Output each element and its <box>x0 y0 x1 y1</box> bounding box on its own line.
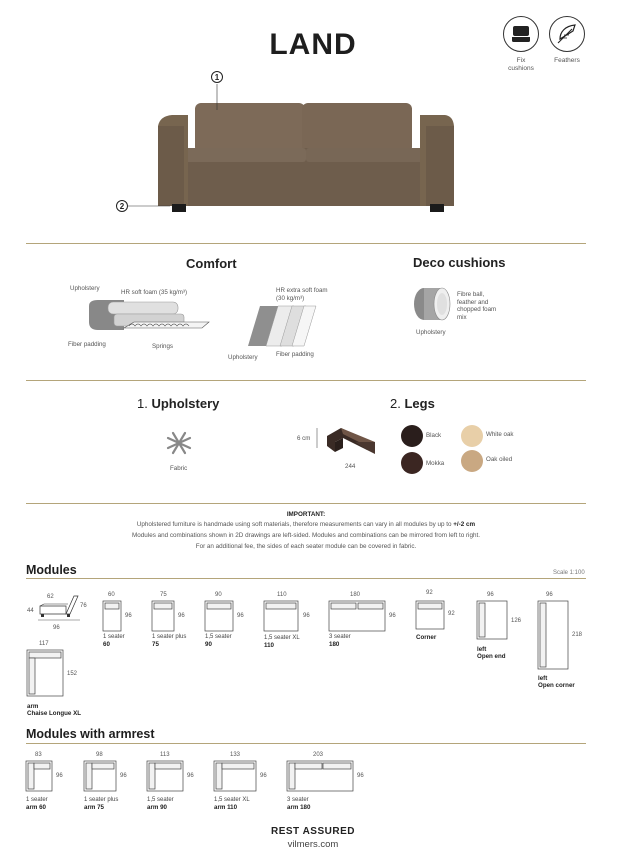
module-code: arm 90 <box>147 804 167 811</box>
arm-3-top: 113 <box>160 752 170 758</box>
module-code: Open end <box>477 653 506 660</box>
module-code: 180 <box>329 641 340 648</box>
module-1-side: 96 <box>125 613 132 619</box>
upholstery-title <box>137 396 219 411</box>
label-fiber-padding: Fiber padding <box>68 341 106 348</box>
footer-url-link[interactable]: vilmers.com <box>287 839 339 850</box>
important-title: IMPORTANT: <box>286 511 326 518</box>
label-deco-upholstery: Upholstery <box>416 329 446 336</box>
module-6-side: 92 <box>448 611 455 617</box>
module-name: left <box>538 675 548 682</box>
section-title-text: Upholstery <box>151 396 220 411</box>
module-9-side: 152 <box>67 671 78 677</box>
badge-line: cushions <box>508 65 534 72</box>
important-line-2: Modules and combinations shown in 2D drawings are left-sided. Modules and combinations can be mirrored from left to right. <box>132 532 480 539</box>
label-hr-soft-foam: HR soft foam (35 kg/m³) <box>121 289 188 296</box>
label-fiber-padding-2: Fiber padding <box>276 351 314 358</box>
leg-image <box>315 422 381 460</box>
module-3-top: 90 <box>215 592 222 598</box>
module-5-side: 96 <box>389 613 396 619</box>
important-tolerance: +/-2 cm <box>453 521 476 528</box>
module-2-side: 96 <box>178 613 185 619</box>
module-name: 1 seater <box>103 634 125 640</box>
module-6-top: 92 <box>426 590 433 596</box>
leg-code-label: 244 <box>345 463 356 470</box>
arm-1-side: 96 <box>56 773 63 779</box>
module-8-top: 96 <box>546 592 553 598</box>
divider <box>26 743 586 744</box>
product-title: LAND <box>269 28 357 61</box>
label-line: (30 kg/m³) <box>276 294 305 302</box>
module-name: 1,5 seater <box>147 797 174 803</box>
arm-5-top: 203 <box>313 752 324 758</box>
badge-line: Fix <box>516 57 526 64</box>
sofa-image <box>100 70 470 220</box>
module-4-side: 96 <box>303 613 310 619</box>
divider <box>26 243 586 244</box>
module-name: 1 seater plus <box>152 634 187 640</box>
seat-cross-section-image <box>84 296 214 340</box>
module-code: arm 75 <box>84 804 104 811</box>
arm-5-side: 96 <box>357 773 364 779</box>
arm-3-label <box>147 797 174 811</box>
cushion-icon <box>510 24 532 44</box>
profile-seat-height: 44 <box>27 608 34 614</box>
comfort-title: Comfort <box>186 256 237 271</box>
deco-cushions-title: Deco cushions <box>413 255 506 270</box>
module-code: 75 <box>152 641 159 648</box>
module-name: 1 seater plus <box>84 797 119 803</box>
arm-4-label <box>214 797 250 811</box>
section-title-text: Legs <box>404 396 435 411</box>
section-number: 1. <box>137 396 148 411</box>
module-4-top: 110 <box>277 592 287 598</box>
module-code: 110 <box>264 642 274 649</box>
armrest-drawings <box>0 755 626 800</box>
arm-1-label <box>26 797 48 811</box>
module-name: 1,5 seater XL <box>264 635 300 641</box>
finish-black-label: Black <box>426 432 442 439</box>
footer-brand: REST ASSURED <box>271 826 355 837</box>
arm-3-side: 96 <box>187 773 194 779</box>
label-line: chopped foam <box>457 306 497 313</box>
profile-width: 96 <box>53 625 60 631</box>
label-upholstery: Upholstery <box>70 285 100 292</box>
divider <box>26 380 586 381</box>
module-code: Open corner <box>538 682 575 689</box>
legs-title <box>390 396 435 411</box>
important-line-3: For an additional fee, the sides of each seater module can be covered in fabric. <box>195 543 417 550</box>
module-name: 1,5 seater <box>205 634 232 640</box>
module-code: 60 <box>103 641 110 648</box>
module-7-label <box>477 646 506 660</box>
module-3-side: 96 <box>237 613 244 619</box>
section-number: 2. <box>390 396 401 411</box>
label-line: Fibre ball, <box>457 291 485 298</box>
arm-4-top: 133 <box>230 752 241 758</box>
arm-2-side: 96 <box>120 773 127 779</box>
finish-white-oak-label: White oak <box>486 431 514 438</box>
finish-mokka-label: Mokka <box>426 460 445 467</box>
arm-1-top: 83 <box>35 752 42 758</box>
back-cross-section-image <box>244 302 324 352</box>
modules-title: Modules <box>26 563 77 577</box>
fix-cushions-badge <box>503 16 539 52</box>
profile-depth: 62 <box>47 594 54 600</box>
module-name: left <box>477 646 487 653</box>
important-line-1 <box>26 519 586 530</box>
module-1-top: 60 <box>108 592 115 598</box>
finish-oak-oiled-label: Oak oiled <box>486 456 513 463</box>
module-name: 3 seater <box>287 797 309 803</box>
swatch-mokka[interactable] <box>401 452 423 474</box>
important-note <box>26 510 586 552</box>
swatch-white-oak[interactable] <box>461 425 483 447</box>
armrest-title: Modules with armrest <box>26 727 155 741</box>
divider <box>26 578 586 579</box>
label-upholstery-2: Upholstery <box>228 354 258 361</box>
swatch-black[interactable] <box>401 425 423 447</box>
module-5-label <box>329 634 351 648</box>
module-5-top: 180 <box>350 592 361 598</box>
feathers-label: Feathers <box>554 57 580 64</box>
module-4-label <box>264 635 300 649</box>
module-name: arm <box>27 703 39 710</box>
label-hr-extra-soft-foam <box>276 287 328 302</box>
module-name: 1 seater <box>26 797 48 803</box>
leg-height-label: 6 cm <box>297 435 311 442</box>
label-line: mix <box>457 313 467 321</box>
fabric-label: Fabric <box>170 465 188 472</box>
feathers-badge <box>549 16 585 52</box>
module-7-side: 126 <box>511 618 522 624</box>
module-7-top: 96 <box>487 592 494 598</box>
module-name: 1,5 seater XL <box>214 797 250 803</box>
module-8-label <box>538 675 575 689</box>
fabric-icon <box>164 430 194 456</box>
deco-cushion-image <box>410 284 456 324</box>
module-code: Corner <box>416 634 437 641</box>
profile-height: 76 <box>80 603 87 609</box>
label-line: feather and <box>457 298 489 306</box>
module-1-label <box>103 634 125 648</box>
callout-2: 2 <box>116 200 128 212</box>
callout-1: 1 <box>211 71 223 83</box>
scale-label: Scale 1:100 <box>553 570 585 576</box>
arm-2-label <box>84 797 118 811</box>
arm-4-side: 96 <box>260 773 267 779</box>
label-springs: Springs <box>152 343 173 350</box>
label-deco-fill <box>457 291 496 321</box>
module-name: 3 seater <box>329 634 351 640</box>
divider <box>26 503 586 504</box>
swatch-oak-oiled[interactable] <box>461 450 483 472</box>
label-line: HR extra soft foam <box>276 287 328 294</box>
module-2-label <box>152 634 186 648</box>
module-6-label <box>416 634 436 641</box>
important-line-1-text: Upholstered furniture is handmade using soft materials, therefore measurements can vary in all modules by up to <box>136 521 454 528</box>
module-code: arm 60 <box>26 804 46 811</box>
feather-icon <box>555 23 579 45</box>
module-code: arm 180 <box>287 804 311 811</box>
module-code: arm 110 <box>214 804 238 811</box>
arm-5-label <box>287 797 310 811</box>
arm-2-top: 98 <box>96 752 103 758</box>
fix-cushions-label <box>496 57 546 73</box>
module-9-top: 117 <box>39 641 49 647</box>
module-3-label <box>205 634 232 648</box>
module-8-side: 218 <box>572 632 583 638</box>
modules-drawings <box>0 585 626 700</box>
module-code: Chaise Longue XL <box>27 710 81 717</box>
module-2-top: 75 <box>160 592 167 598</box>
module-code: 90 <box>205 641 212 648</box>
module-9-label <box>27 703 81 717</box>
